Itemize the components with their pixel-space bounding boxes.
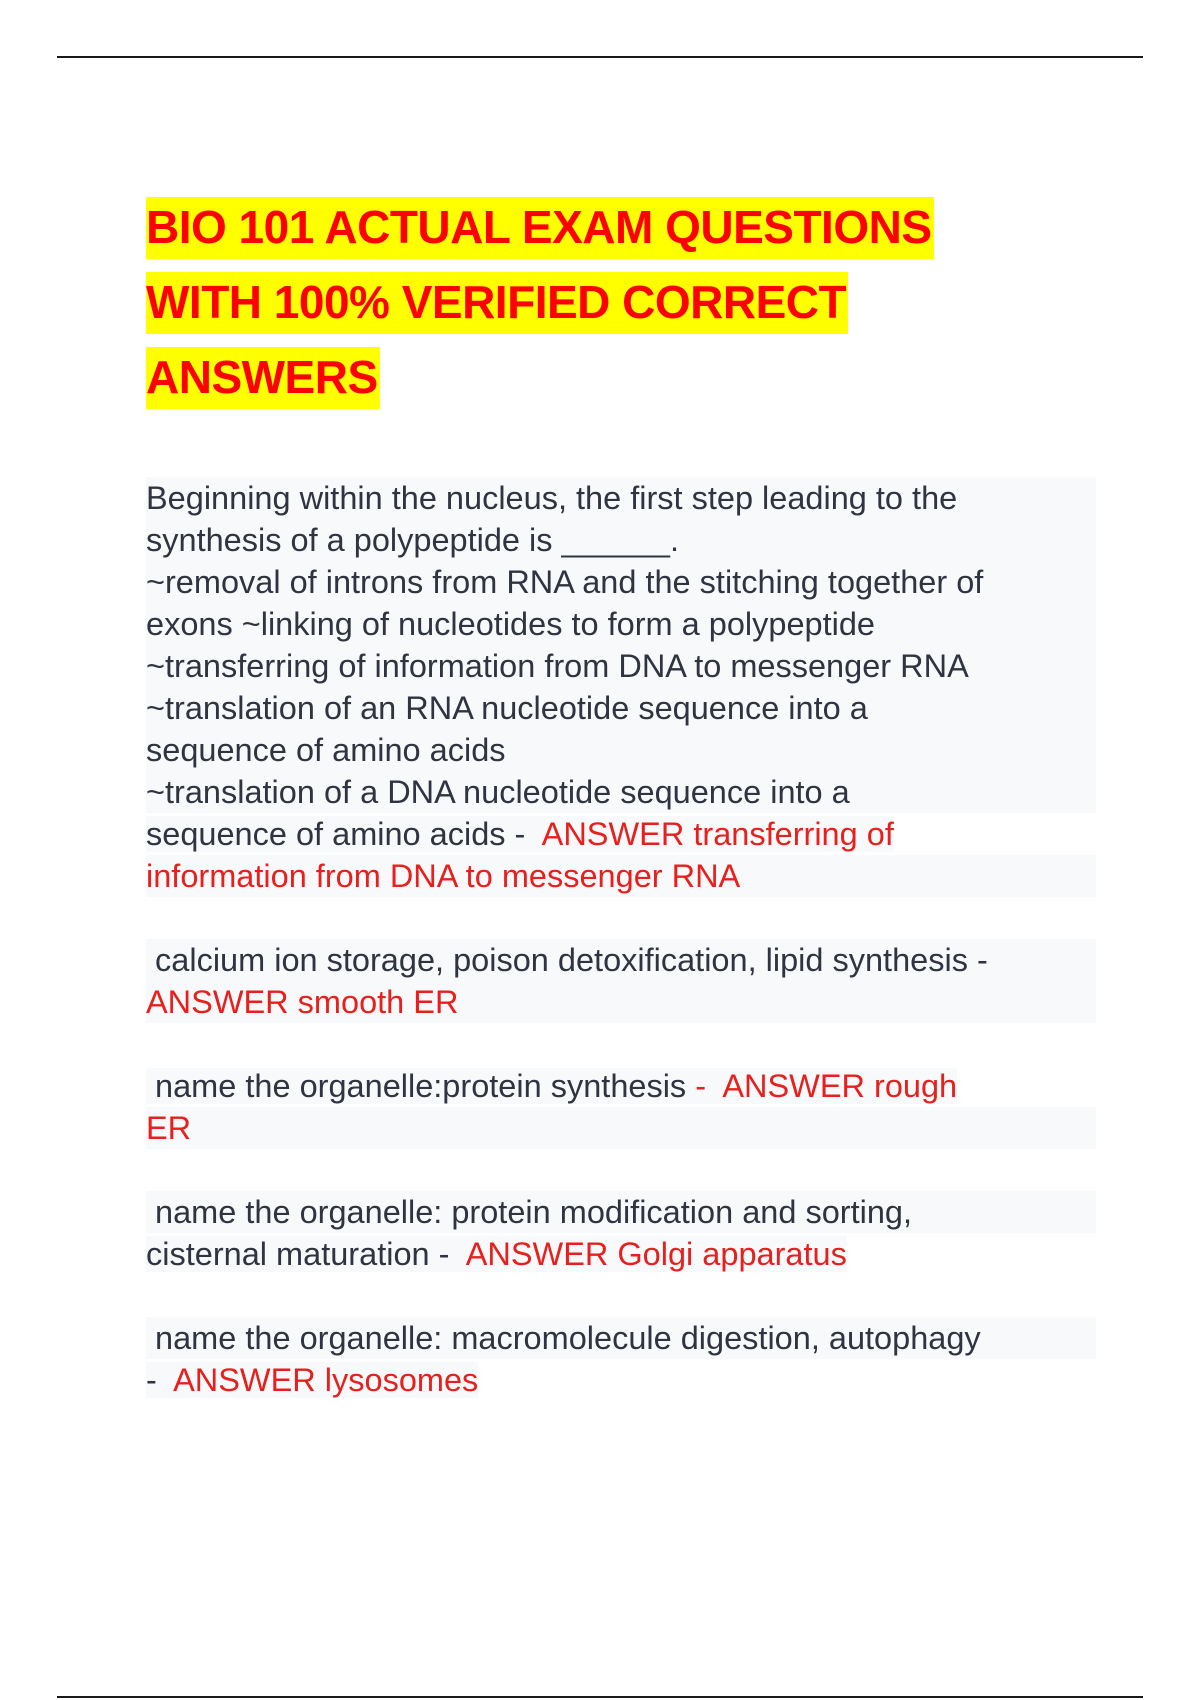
answer-text: ER <box>146 1107 1096 1149</box>
question-answer-line <box>146 813 1096 855</box>
question-line: Beginning within the nucleus, the first step leading to the <box>146 477 1096 519</box>
qa-item-3 <box>146 1065 1096 1149</box>
answer-text: ANSWER rough <box>715 1068 958 1104</box>
question-line: sequence of amino acids <box>146 729 1096 771</box>
question-text: calcium ion storage, poison detoxification, lipid synthesis - <box>146 939 1096 981</box>
question-line: ~translation of a DNA nucleotide sequence into a <box>146 771 1096 813</box>
answer-text: ANSWER lysosomes <box>165 1362 479 1398</box>
answer-text: ANSWER transferring of <box>534 816 894 852</box>
answer-text: information from DNA to messenger RNA <box>146 855 1096 897</box>
separator-dash: - <box>695 1068 716 1104</box>
qa-item-4 <box>146 1191 1096 1275</box>
bottom-rule <box>57 1696 1143 1698</box>
question-line: cisternal maturation - <box>146 1236 459 1272</box>
title-line-2: WITH 100% VERIFIED CORRECT <box>146 265 1046 340</box>
question-line: - <box>146 1362 166 1398</box>
question-line: ~removal of introns from RNA and the stitching together of <box>146 561 1096 603</box>
question-line: synthesis of a polypeptide is ______. <box>146 519 1096 561</box>
question-line: sequence of amino acids - <box>146 816 535 852</box>
question-line: name the organelle: macromolecule digestion, autophagy <box>146 1317 1096 1359</box>
answer-text: ANSWER Golgi apparatus <box>458 1236 847 1272</box>
question-line: exons ~linking of nucleotides to form a polypeptide <box>146 603 1096 645</box>
qa-item-5 <box>146 1317 1096 1401</box>
question-answer-line <box>146 1359 1096 1401</box>
title-line-1: BIO 101 ACTUAL EXAM QUESTIONS <box>146 190 1046 265</box>
qa-item-1 <box>146 477 1096 897</box>
qa-list <box>146 477 1096 1401</box>
question-line: name the organelle: protein modification and sorting, <box>146 1191 1096 1233</box>
question-answer-line <box>146 1065 1096 1107</box>
document-title <box>146 190 1046 415</box>
question-line: ~transferring of information from DNA to messenger RNA <box>146 645 1096 687</box>
answer-text: ANSWER smooth ER <box>146 981 1096 1023</box>
question-answer-line <box>146 1233 1096 1275</box>
top-rule <box>57 56 1143 58</box>
question-line: ~translation of an RNA nucleotide sequence into a <box>146 687 1096 729</box>
question-text: name the organelle:protein synthesis <box>146 1068 696 1104</box>
title-line-3: ANSWERS <box>146 340 1046 415</box>
qa-item-2 <box>146 939 1096 1023</box>
